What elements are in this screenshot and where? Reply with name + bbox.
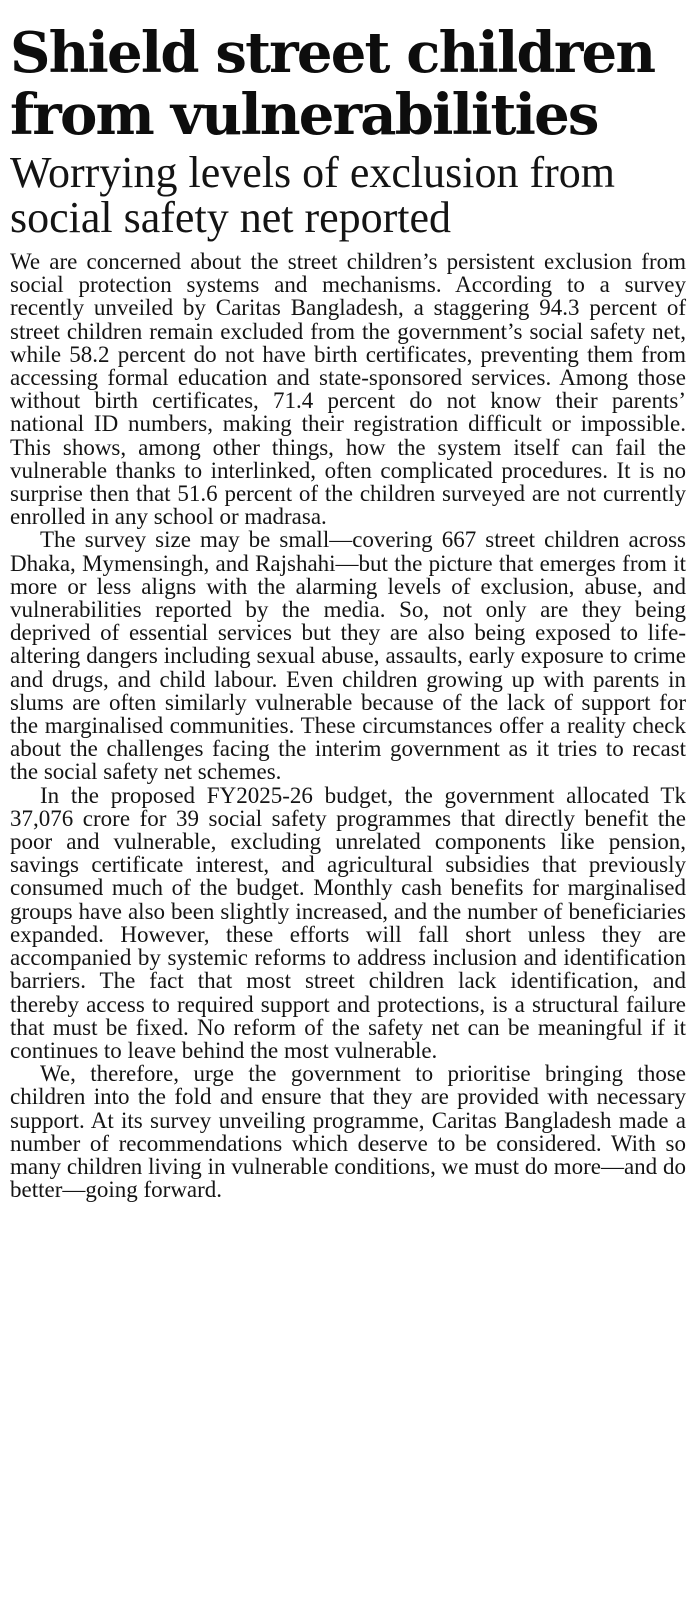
article-body [10,250,686,1201]
subheadline: Worrying levels of exclusion from social safety net reported [10,148,615,242]
body-paragraph: The survey size may be small—covering 667 street children across Dhaka, Mymensingh, and Rajshahi—but the picture that emerges from it more or less aligns with the alarming levels of exclusion, abuse, and vulnerabilities reported by the media. So, not only are they being deprived of essential services but they are also being exposed to life-altering dangers including sexual abuse, assaults, early exposure to crime and drugs, and child labour. Even children growing up with parents in slums are often similarly vulnerable because of the lack of support for the marginalised communities. These circumstances offer a reality check about the challenges facing the interim government as it tries to recast the social safety net schemes. [10,527,686,785]
headline: Shield street children from vulnerabilities [10,20,655,148]
body-paragraph: In the proposed FY2025-26 budget, the government allocated Tk 37,076 crore for 39 social safety programmes that directly benefit the poor and vulnerable, excluding unrelated components like pension, savings certificate interest, and agricultural subsidies that previously consumed much of the budget. Monthly cash benefits for marginalised groups have also been slightly increased, and the number of beneficiaries expanded. However, these efforts will fall short unless they are accompanied by systemic reforms to address inclusion and identification barriers. The fact that most street children lack identification, and thereby access to required support and protections, is a structural failure that must be fixed. No reform of the safety net can be meaningful if it continues to leave behind the most vulnerable. [10,782,686,1063]
body-paragraph: We are concerned about the street children’s persistent exclusion from social protection systems and mechanisms. According to a survey recently unveiled by Caritas Bangladesh, a staggering 94.3 percent of street children remain excluded from the government’s social safety net, while 58.2 percent do not have birth certificates, preventing them from accessing formal education and state-sponsored services. Among those without birth certificates, 71.4 percent do not know their parents’ national ID numbers, making their registration difficult or impossible. This shows, among other things, how the system itself can fail the vulnerable thanks to interlinked, often complicated procedures. It is no surprise then that 51.6 percent of the children surveyed are not currently enrolled in any school or madrasa. [10,249,686,530]
body-paragraph: We, therefore, urge the government to prioritise bringing those children into the fold and ensure that they are provided with necessary support. At its survey unveiling programme, Caritas Bangladesh made a number of recommendations which deserve to be considered. With so many children living in vulnerable conditions, we must do more—and do better—going forward. [10,1061,686,1203]
